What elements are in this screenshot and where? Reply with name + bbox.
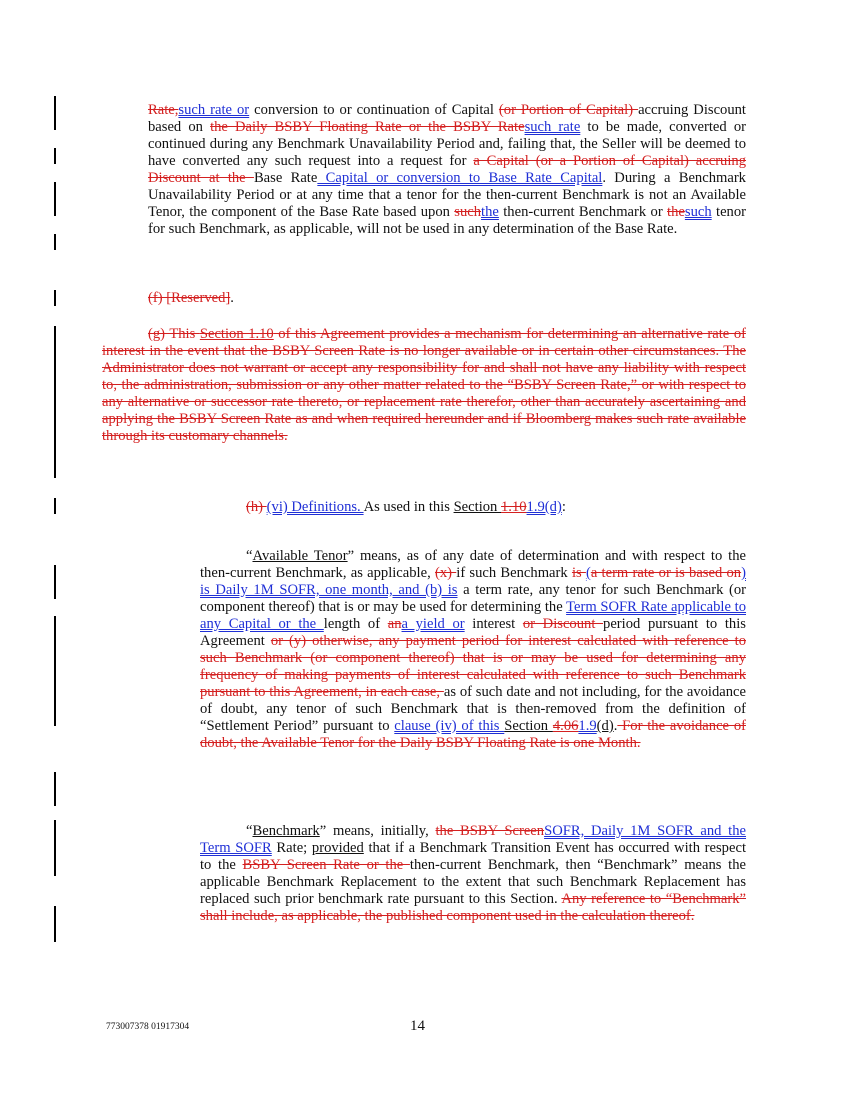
change-bar xyxy=(54,96,56,130)
definition-available-tenor xyxy=(200,548,746,752)
underlined-text: Section xyxy=(504,718,553,734)
change-bar xyxy=(54,616,56,726)
deleted-text: Any reference to “Benchmark” shall include, as applicable, the published component used in the calculation thereof. xyxy=(200,891,746,924)
change-bar xyxy=(54,565,56,599)
inserted-text: Capital or conversion to Base Rate Capital xyxy=(317,170,603,186)
deleted-text: an xyxy=(387,616,402,632)
text-run: period pursuant to this Agreement xyxy=(200,616,746,649)
change-bar xyxy=(54,182,56,216)
text-run: . During a Benchmark Unavailability Period or at any time that a tenor for the then-current Benchmark is not an Available Tenor, the component of the Base Rate based upon xyxy=(148,170,746,220)
deleted-text: such xyxy=(454,204,482,220)
document-id: 773007378 01917304 xyxy=(106,1022,190,1032)
deleted-text: Rate, xyxy=(148,102,179,118)
deleted-text: BSBY Screen Rate or the xyxy=(242,857,410,873)
text-run: . xyxy=(230,290,234,306)
text-run: then-current Benchmark or xyxy=(498,204,668,220)
inserted-text: 1.9 xyxy=(578,718,597,734)
text-run: ” means, initially, xyxy=(319,823,436,839)
deleted-text: of this Agreement provides a mechanism for determining an alternative rate of interest in the event that the BSBY Screen Rate is no longer available or in certain other circumstances. The Administrator does not warrant or accept any responsibility for and shall not have any liability with respect to, the administration, submission or any other matter related to the “BSBY Screen Rate,” or with respect to any alternative or successor rate thereto, or replacement rate therefor, other than accurately ascertaining and applying the BSBY Screen Rate as and when required hereunder and if Bloomberg makes such rate available through its customary channels. xyxy=(102,326,746,444)
inserted-text: such rate or xyxy=(178,102,250,118)
text-run: Rate; xyxy=(271,840,312,856)
para-e-text xyxy=(148,102,746,238)
text-run: if such Benchmark xyxy=(456,565,572,581)
text-run: as of such date and not including, for the avoidance of doubt, any tenor of such Benchmark that is then-removed from the definition of “Settlement Period” pursuant to xyxy=(200,684,747,734)
text-run: to be made, converted or continued during any Benchmark Unavailability Period and, failing that, the Seller will be deemed to have converted any such request into a request for xyxy=(148,119,746,169)
text-run: ” means, as of any date of determination and with respect to the then-current Benchmark, as applicable, xyxy=(200,548,746,581)
change-bar xyxy=(54,148,56,164)
change-bar xyxy=(54,906,56,942)
deleted-text: For the avoidance of doubt, the Available Tenor for the Daily BSBY Floating Rate is one Month. xyxy=(200,718,746,751)
deleted-text: (g) This xyxy=(148,326,200,342)
text-run: As used in this xyxy=(363,499,454,515)
definitions-heading xyxy=(246,499,746,516)
deleted-text: a Capital (or a Portion of Capital) accruing Discount at the xyxy=(148,153,746,186)
text-run: . xyxy=(613,718,618,734)
deleted-text: the BSBY Screen xyxy=(435,823,545,839)
para-f-text xyxy=(148,290,746,307)
deleted-text: the xyxy=(667,204,685,220)
deleted-text: (or Portion of Capital) xyxy=(498,102,639,118)
text-run: tenor for such Benchmark, as applicable, will not be used in any determination of the Base Rate. xyxy=(148,204,746,237)
text-run: conversion to or continuation of Capital xyxy=(249,102,499,118)
inserted-text: the xyxy=(481,204,499,220)
deleted-text: or Discount xyxy=(522,616,604,632)
page-number: 14 xyxy=(410,1018,425,1034)
deleted-text: Section 1.10 xyxy=(199,326,274,342)
text-run: “ xyxy=(246,823,253,839)
text-run: a term rate, any tenor for such Benchmark (or component thereof) that is or may be used for determining the xyxy=(200,582,747,615)
text-run: “ xyxy=(246,548,253,564)
underlined-text: Benchmark xyxy=(252,823,320,839)
underlined-text: Section xyxy=(453,499,501,515)
para-g-text xyxy=(102,326,746,445)
text-run: : xyxy=(561,499,566,515)
inserted-text: (vi) Definitions. xyxy=(266,499,364,515)
text-run: accruing Discount based on xyxy=(148,102,746,135)
underlined-text: Available Tenor xyxy=(252,548,348,564)
deleted-text: is xyxy=(571,565,586,581)
definition-benchmark xyxy=(200,823,746,925)
paragraph-f-reserved xyxy=(148,290,746,307)
deleted-text: 4.06 xyxy=(552,718,579,734)
deleted-text: or (y) otherwise, any payment period for interest calculated with reference to such Benchmark (or component thereof) that is or may be used for determining any frequency of making payments of interest calculated with reference to such Benchmark pursuant to this Agreement, in each case, xyxy=(200,633,746,700)
inserted-text: ( xyxy=(585,565,591,581)
underlined-text: provided xyxy=(311,840,364,856)
paragraph-g-deleted xyxy=(102,326,746,445)
deleted-text: 1.10 xyxy=(501,499,527,515)
text-run: then-current Benchmark, then “Benchmark” means the applicable Benchmark Replacement to the extent that such Benchmark Replacement has replaced such prior benchmark rate pursuant to this Section. xyxy=(200,857,746,907)
text-run: interest xyxy=(464,616,523,632)
change-bar xyxy=(54,498,56,514)
underlined-text: (d) xyxy=(596,718,614,734)
deleted-text: (x) xyxy=(435,565,457,581)
inserted-text: a yield or xyxy=(401,616,465,632)
paragraph-e-continuation xyxy=(148,102,746,238)
text-run: Base Rate xyxy=(253,170,318,186)
inserted-text: 1.9(d) xyxy=(526,499,562,515)
change-bar xyxy=(54,326,56,478)
change-bar xyxy=(54,772,56,806)
change-bar xyxy=(54,290,56,306)
benchmark-text xyxy=(200,823,746,925)
text-run: length of xyxy=(323,616,388,632)
deleted-text: (f) [Reserved] xyxy=(148,290,231,306)
change-bar xyxy=(54,820,56,876)
inserted-text: such rate xyxy=(524,119,581,135)
inserted-text: Term SOFR Rate applicable to any Capital or the xyxy=(200,599,747,632)
inserted-text: such xyxy=(684,204,712,220)
definitions-heading-text xyxy=(246,499,746,516)
text-run: that if a Benchmark Transition Event has occurred with respect to the xyxy=(200,840,746,873)
inserted-text: ) is Daily 1M SOFR, one month, and (b) is xyxy=(200,565,746,598)
deleted-text: (h) xyxy=(246,499,267,515)
available-tenor-text xyxy=(200,548,746,752)
inserted-text: clause (iv) of this xyxy=(394,718,505,734)
change-bar xyxy=(54,234,56,250)
inserted-text: SOFR, Daily 1M SOFR and the Term SOFR xyxy=(200,823,747,856)
deleted-text: the Daily BSBY Floating Rate or the BSBY Rate xyxy=(210,119,525,135)
deleted-text: a term rate or is based on xyxy=(590,565,742,581)
